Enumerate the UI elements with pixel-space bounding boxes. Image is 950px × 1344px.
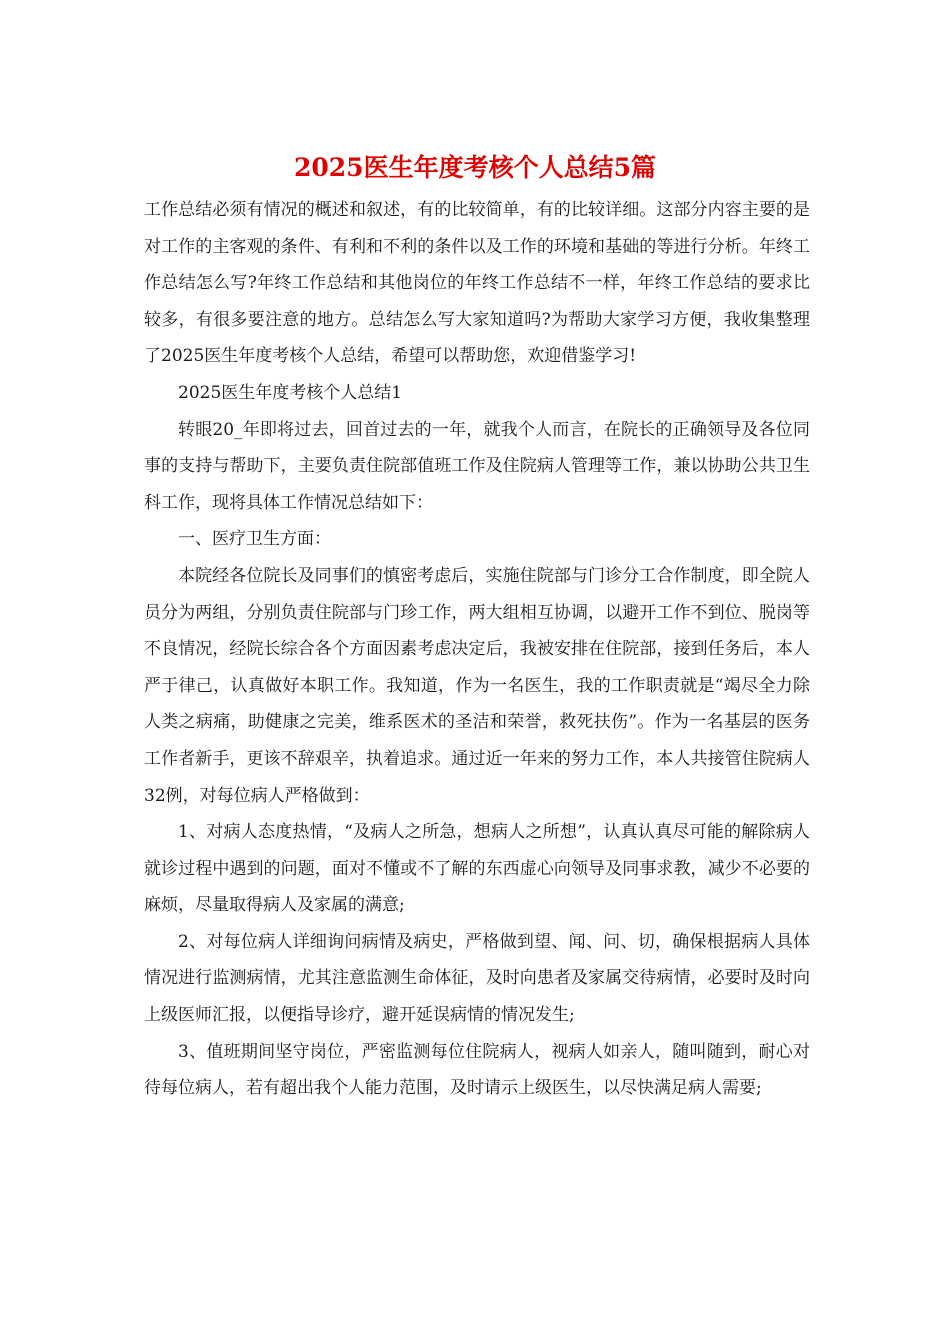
list-item: 3、值班期间坚守岗位，严密监测每位住院病人，视病人如亲人，随叫随到，耐心对待每位病人，若有超出我个人能力范围，及时请示上级医生，以尽快满足病人需要; — [144, 1041, 810, 1099]
list-item: 2、对每位病人详细询问病情及病史，严格做到望、闻、问、切，确保根据病人具体情况进行监测病情，尤其注意监测生命体征，及时向患者及家属交待病情，必要时及时向上级医师汇报，以便指导诊疗，避开延误病情的情况发生; — [144, 931, 810, 1026]
section-heading: 2025医生年度考核个人总结1 — [178, 382, 403, 403]
document-title: 2025医生年度考核个人总结5篇 — [294, 153, 656, 182]
intro-paragraph: 工作总结必须有情况的概述和叙述，有的比较简单，有的比较详细。这部分内容主要的是对工作的主客观的条件、有利和不利的条件以及工作的环境和基础的等进行分析。年终工作总结怎么写?年终工作总结和其他岗位的年终工作总结不一样，年终工作总结的要求比较多，有很多要注意的地方。总结怎么写大家知道吗?为帮助大家学习方便，我收集整理了2025医生年度考核个人总结，希望可以帮助您，欢迎借鉴学习! — [144, 200, 810, 367]
document-body — [144, 192, 810, 1107]
body-paragraph: 转眼20_年即将过去，回首过去的一年，就我个人而言，在院长的正确领导及各位同事的支持与帮助下，主要负责住院部值班工作及住院病人管理等工作，兼以协助公共卫生科工作，现将具体工作情况总结如下： — [144, 419, 810, 513]
subsection-heading: 一、医疗卫生方面： — [178, 529, 331, 550]
body-paragraph: 本院经各位院长及同事们的慎密考虑后，实施住院部与门诊分工合作制度，即全院人员分为两组，分别负责住院部与门珍工作，两大组相互协调，以避开工作不到位、脱岗等不良情况，经院长综合各个方面因素考虑决定后，我被安排在住院部，接到任务后，本人严于律己，认真做好本职工作。我知道，作为一名医生，我的工作职责就是“竭尽全力除人类之病痛，助健康之完美，维系医术的圣洁和荣誉，救死扶伤”。作为一名基层的医务工作者新手，更该不辞艰辛，执着追求。通过近一年来的努力工作，本人共接管住院病人32例，对每位病人严格做到： — [144, 565, 810, 806]
list-item: 1、对病人态度热情，“及病人之所急，想病人之所想”，认真认真尽可能的解除病人就诊过程中遇到的问题，面对不懂或不了解的东西虚心向领导及同事求教，减少不必要的麻烦，尽量取得病人及家属的满意; — [144, 822, 810, 916]
